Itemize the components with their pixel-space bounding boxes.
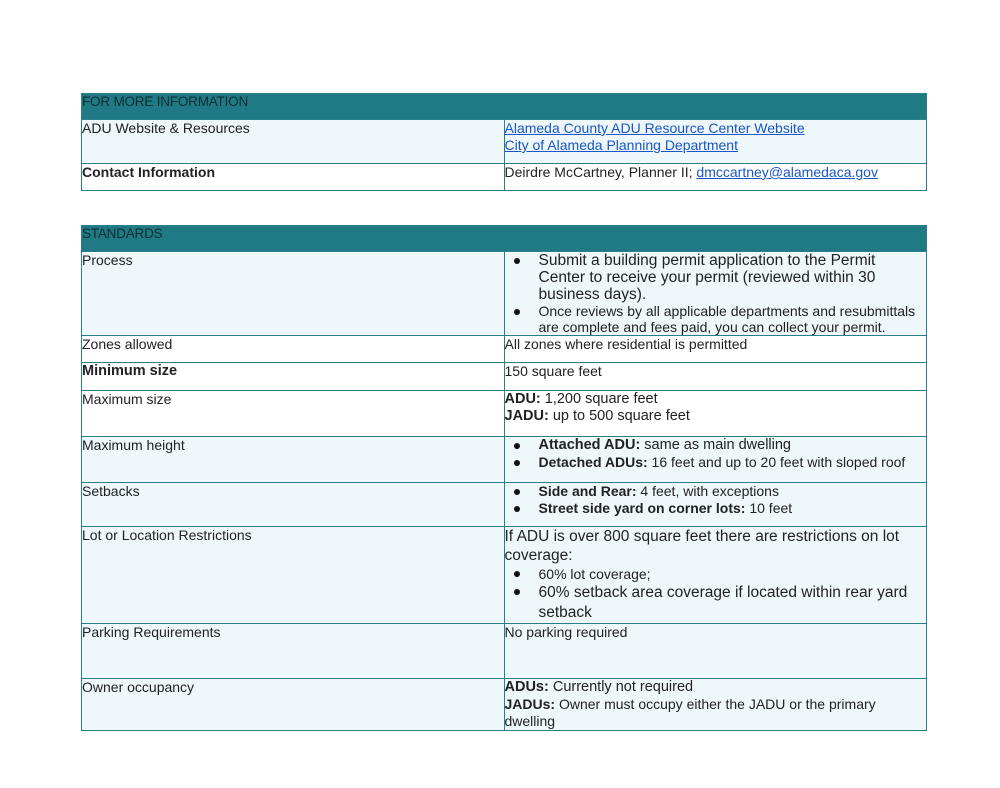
max-height-bullet: Attached ADU: same as main dwelling [505, 437, 927, 454]
info-table [81, 93, 927, 191]
lot-restrictions-bullet: 60% lot coverage; [505, 565, 927, 583]
bullet-icon [514, 506, 520, 512]
zones-label: Zones allowed [82, 336, 505, 363]
process-label: Process [82, 252, 505, 336]
max-size-value: ADU: 1,200 square feet JADU: up to 500 square feet [504, 391, 927, 437]
website-label: ADU Website & Resources [82, 120, 505, 164]
bullet-icon [514, 571, 520, 577]
bullet-icon [514, 309, 520, 315]
max-size-label: Maximum size [82, 391, 505, 437]
max-height-label: Maximum height [82, 437, 505, 483]
setbacks-value [504, 483, 927, 527]
lot-restrictions-intro: If ADU is over 800 square feet there are restrictions on lot coverage: [504, 528, 900, 564]
lot-restrictions-label: Lot or Location Restrictions [82, 527, 505, 624]
max-height-bullet: Detached ADUs: 16 feet and up to 20 feet with sloped roof [505, 454, 927, 471]
website-links [504, 120, 927, 164]
setbacks-bullet: Street side yard on corner lots: 10 feet [505, 500, 927, 517]
setbacks-label: Setbacks [82, 483, 505, 527]
county-adu-link[interactable]: Alameda County ADU Resource Center Website [504, 120, 805, 136]
lot-restrictions-value [504, 527, 927, 624]
process-bullet: Submit a building permit application to the Permit Center to receive your permit (reviewed within 30 business days). [505, 252, 927, 303]
min-size-label: Minimum size [82, 363, 505, 391]
bullet-icon [514, 460, 520, 466]
setbacks-bullet: Side and Rear: 4 feet, with exceptions [505, 483, 927, 500]
bullet-icon [514, 258, 520, 264]
owner-occupancy-value: ADUs: Currently not required JADUs: Owner must occupy either the JADU or the primary dwelling [504, 679, 927, 731]
min-size-value: 150 square feet [504, 363, 927, 391]
standards-table [81, 225, 927, 731]
contact-label: Contact Information [82, 164, 505, 191]
bullet-icon [514, 489, 520, 495]
contact-value [504, 164, 927, 191]
owner-occupancy-label: Owner occupancy [82, 679, 505, 731]
bullet-icon [514, 443, 520, 449]
parking-label: Parking Requirements [82, 624, 505, 679]
zones-value: All zones where residential is permitted [504, 336, 927, 363]
standards-table-header: STANDARDS [82, 226, 927, 252]
bullet-icon [514, 589, 520, 595]
max-height-value [504, 437, 927, 483]
process-bullet: Once reviews by all applicable departments and resubmittals are complete and fees paid, you can collect your permit. [505, 303, 927, 335]
parking-value: No parking required [504, 624, 927, 679]
process-value [504, 252, 927, 336]
planning-department-link[interactable]: City of Alameda Planning Department [504, 137, 738, 153]
lot-restrictions-bullet: 60% setback area coverage if located within rear yard setback [505, 583, 927, 623]
contact-email-link[interactable]: dmccartney@alamedaca.gov [696, 164, 878, 180]
contact-person: Deirdre McCartney, Planner II; [504, 164, 697, 180]
info-table-header: FOR MORE INFORMATION [82, 94, 927, 120]
